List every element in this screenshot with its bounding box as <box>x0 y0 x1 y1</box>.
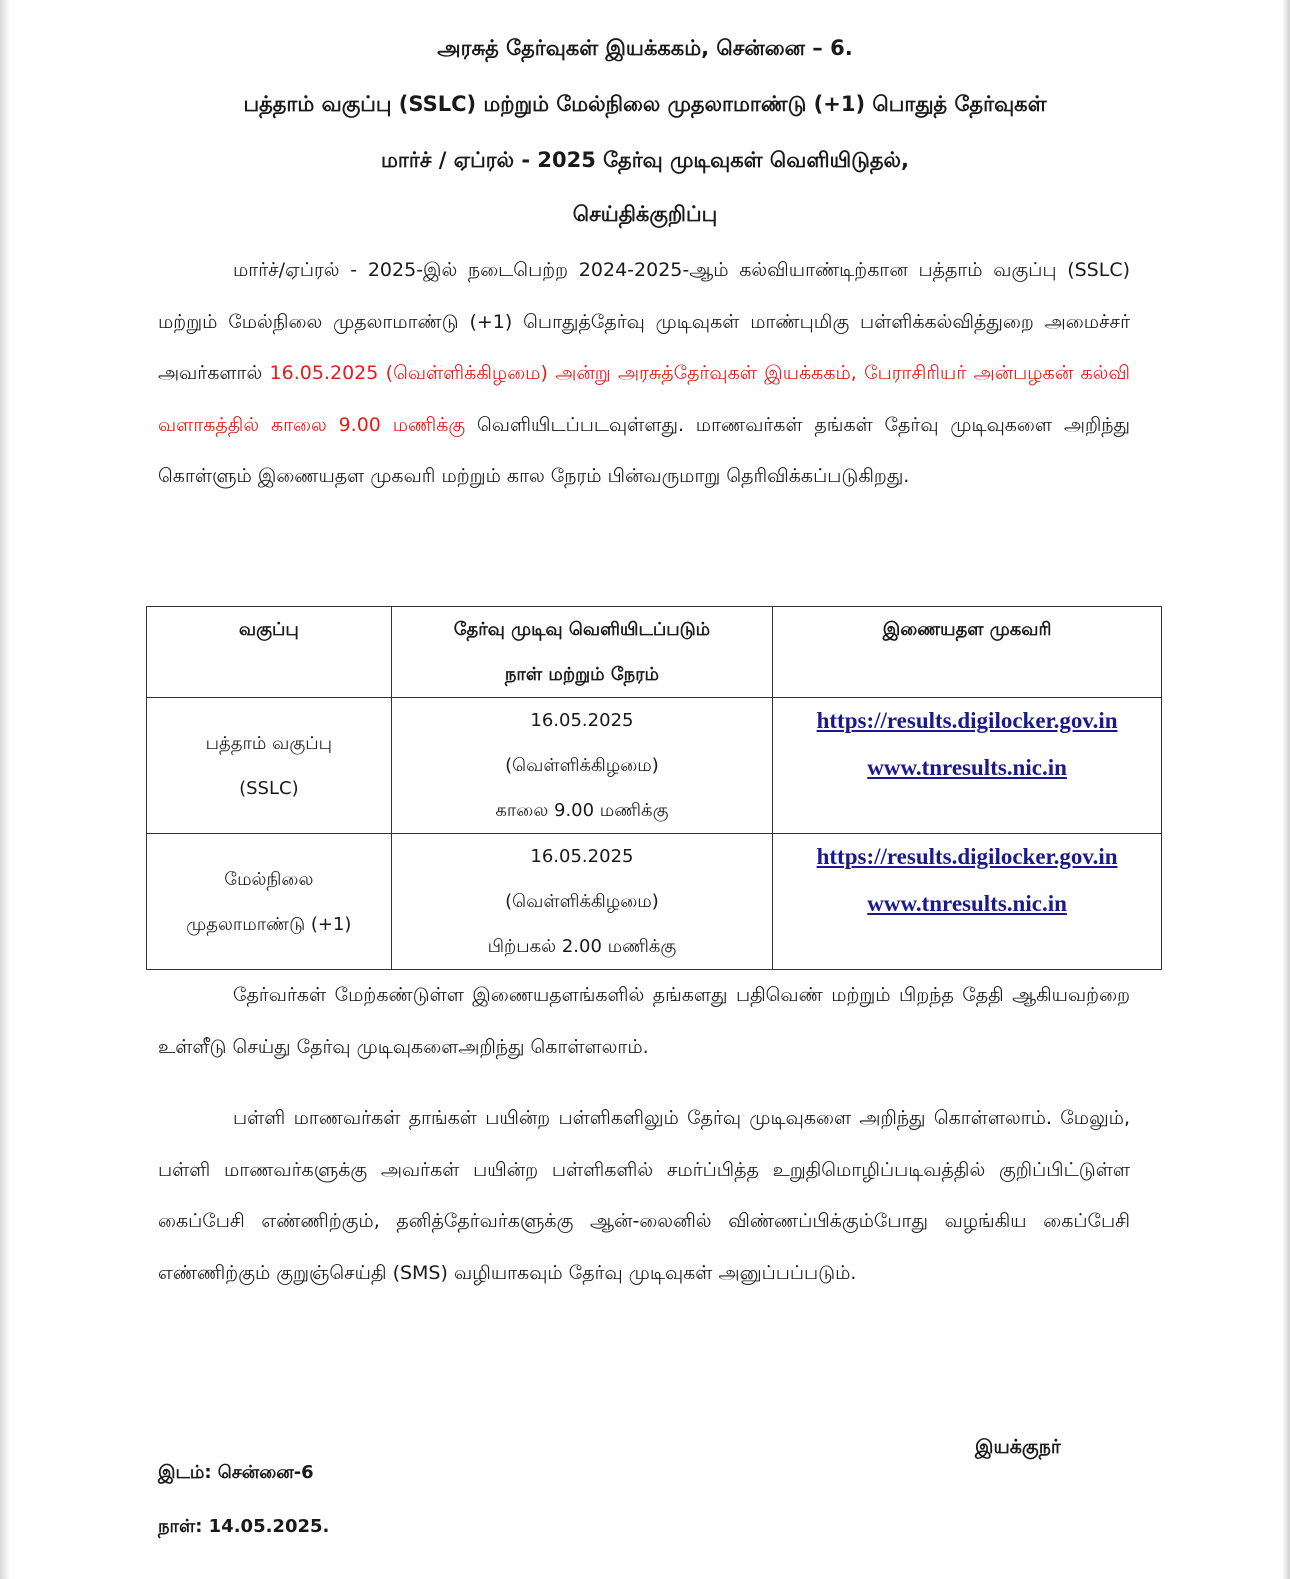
datetime-cell <box>391 834 772 970</box>
digilocker-link[interactable]: https://results.digilocker.gov.in <box>816 708 1118 733</box>
website-cell <box>773 698 1162 834</box>
table-row <box>147 834 1162 970</box>
login-instructions-paragraph: தேர்வர்கள் மேற்கண்டுள்ள இணையதளங்களில் தங்களது பதிவெண் மற்றும் பிறந்த தேதி ஆகியவற்றை உள்ளீடு செய்து தேர்வு முடிவுகளைஅறிந்து கொள்ளலாம். <box>158 984 1130 1058</box>
col-header-datetime-line2: நாள் மற்றும் நேரம் <box>504 664 659 685</box>
result-day: (வெள்ளிக்கிழமை) <box>505 755 659 776</box>
result-time: பிற்பகல் 2.00 மணிக்கு <box>487 936 677 957</box>
class-name: மேல்நிலை <box>224 868 314 890</box>
col-header-website: இணையதள முகவரி <box>773 607 1162 698</box>
class-code: முதலாமாண்டு (+1) <box>186 913 352 935</box>
session-title: மார்ச் / ஏப்ரல் - 2025 தேர்வு முடிவுகள் வெளியிடுதல், <box>381 148 909 172</box>
page-shadow-right <box>1282 0 1290 1579</box>
class-cell <box>147 698 392 834</box>
website-cell <box>773 834 1162 970</box>
digilocker-link[interactable]: https://results.digilocker.gov.in <box>816 844 1118 869</box>
office-heading: அரசுத் தேர்வுகள் இயக்ககம், சென்னை – 6. <box>437 36 853 60</box>
class-cell <box>147 834 392 970</box>
signatory-title: இயக்குநர் <box>975 1436 1061 1458</box>
col-header-datetime <box>391 607 772 698</box>
results-table <box>146 606 1162 970</box>
intro-paragraph <box>158 245 1130 503</box>
class-code: (SSLC) <box>239 777 299 799</box>
result-date: 16.05.2025 <box>530 710 634 731</box>
intro-text-2: வெளியிடப்படவுள்ளது. மாணவர்கள் தங்கள் தேர்வு முடிவுகளை அறிந்து கொள்ளும் இணையதள முகவரி மற்றும் கால நேரம் பின்வருமாறு தெரிவிக்கப்படுகிறது. <box>158 413 1130 487</box>
result-date: 16.05.2025 <box>530 846 634 867</box>
tnresults-link[interactable]: www.tnresults.nic.in <box>867 891 1067 916</box>
result-time: காலை 9.00 மணிக்கு <box>495 800 669 821</box>
table-header-row <box>147 607 1162 698</box>
col-header-datetime-line1: தேர்வு முடிவு வெளியிடப்படும் <box>453 619 711 640</box>
place-line: இடம்: சென்னை-6 <box>158 1462 314 1483</box>
date-line: நாள்: 14.05.2025. <box>158 1516 330 1537</box>
col-header-class: வகுப்பு <box>147 607 392 698</box>
intro-highlight: 16.05.2025 (வெள்ளிக்கிழமை) அன்று அரசுத்தேர்வுகள் இயக்ககம், பேராசிரியர் அன்பழகன் கல்வி வளாகத்தில் காலை 9.00 மணிக்கு <box>158 362 1130 436</box>
result-day: (வெள்ளிக்கிழமை) <box>505 891 659 912</box>
page-shadow-left <box>0 0 10 1579</box>
table-row <box>147 698 1162 834</box>
tnresults-link[interactable]: www.tnresults.nic.in <box>867 755 1067 780</box>
intro-text-1: மார்ச்/ஏப்ரல் - 2025-இல் நடைபெற்ற 2024-2025-ஆம் கல்வியாண்டிற்கான பத்தாம் வகுப்பு (SSLC) மற்றும் மேல்நிலை முதலாமாண்டு (+1) பொதுத்தேர்வு முடிவுகள் மாண்புமிகு பள்ளிக்கல்வித்துறை அமைச்சர் அவர்களால் <box>158 259 1130 384</box>
datetime-cell <box>391 698 772 834</box>
doc-type-heading: செய்திக்குறிப்பு <box>572 202 718 226</box>
class-name: பத்தாம் வகுப்பு <box>205 732 333 754</box>
school-sms-paragraph: பள்ளி மாணவர்கள் தாங்கள் பயின்ற பள்ளிகளிலும் தேர்வு முடிவுகளை அறிந்து கொள்ளலாம். மேலும், பள்ளி மாணவர்களுக்கு அவர்கள் பயின்ற பள்ளிகளில் சமர்ப்பித்த உறுதிமொழிப்படிவத்தில் குறிப்பிட்டுள்ள கைப்பேசி எண்ணிற்கும், தனித்தேர்வர்களுக்கு ஆன்-லைனில் விண்ணப்பிக்கும்போது வழங்கிய கைப்பேசி எண்ணிற்கும் குறுஞ்செய்தி (SMS) வழியாகவும் தேர்வு முடிவுகள் அனுப்பப்படும். <box>158 1107 1130 1284</box>
exam-title: பத்தாம் வகுப்பு (SSLC) மற்றும் மேல்நிலை முதலாமாண்டு (+1) பொதுத் தேர்வுகள் <box>243 92 1047 116</box>
